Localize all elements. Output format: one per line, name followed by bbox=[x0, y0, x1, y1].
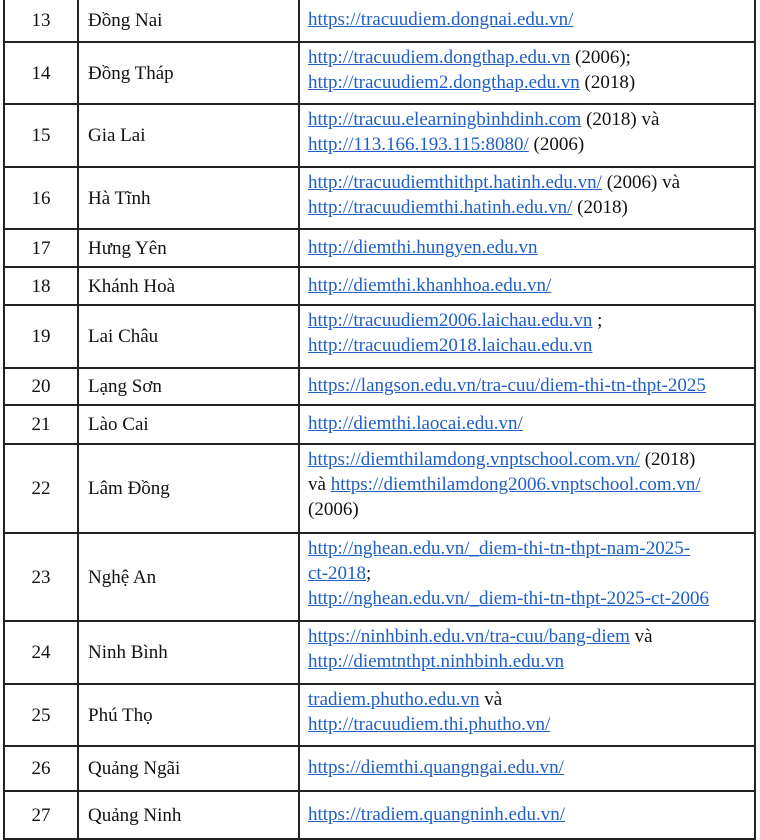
table-row bbox=[4, 104, 755, 167]
link-note: (2018) và bbox=[581, 109, 660, 130]
link-note: (2006) và bbox=[601, 172, 681, 193]
row-number: 26 bbox=[4, 746, 78, 791]
lookup-link[interactable]: https://diemthilamdong2006.vnptschool.com.vn/ bbox=[330, 474, 701, 495]
table-row bbox=[4, 444, 755, 533]
row-number: 17 bbox=[4, 229, 78, 267]
table-row bbox=[4, 405, 755, 444]
table-body bbox=[4, 0, 755, 839]
row-number: 20 bbox=[4, 368, 78, 405]
province-name: Khánh Hoà bbox=[78, 267, 299, 305]
table-row bbox=[4, 621, 755, 684]
link-note: (2018) bbox=[579, 72, 636, 93]
link-note: ; bbox=[592, 310, 603, 331]
lookup-links bbox=[299, 621, 755, 684]
link-note: và bbox=[479, 689, 503, 710]
link-note: ; bbox=[366, 563, 372, 584]
table-row bbox=[4, 746, 755, 791]
link-note: và bbox=[308, 474, 331, 495]
table-row bbox=[4, 167, 755, 229]
lookup-links bbox=[299, 267, 755, 305]
lookup-link[interactable]: https://diemthilamdong.vnptschool.com.vn/ bbox=[308, 449, 640, 470]
lookup-link[interactable]: http://diemtnthpt.ninhbinh.edu.vn bbox=[308, 651, 564, 672]
row-number: 21 bbox=[4, 405, 78, 444]
province-name: Lào Cai bbox=[78, 405, 299, 444]
table-row bbox=[4, 368, 755, 405]
lookup-link[interactable]: http://113.166.193.115:8080/ bbox=[308, 134, 529, 155]
lookup-links bbox=[299, 533, 755, 621]
province-name: Lai Châu bbox=[78, 305, 299, 368]
row-number: 23 bbox=[4, 533, 78, 621]
row-number: 19 bbox=[4, 305, 78, 368]
lookup-link[interactable]: http://nghean.edu.vn/_diem-thi-tn-thpt-2025-ct-2006 bbox=[308, 588, 710, 609]
lookup-links bbox=[299, 684, 755, 746]
province-name: Ninh Bình bbox=[78, 621, 299, 684]
province-name: Lâm Đồng bbox=[78, 444, 299, 533]
province-name: Nghệ An bbox=[78, 533, 299, 621]
lookup-link[interactable]: http://tracuudiemthi.hatinh.edu.vn/ bbox=[308, 197, 573, 218]
row-number: 14 bbox=[4, 42, 78, 104]
lookup-links bbox=[299, 305, 755, 368]
province-name: Đồng Nai bbox=[78, 0, 299, 42]
lookup-links bbox=[299, 444, 755, 533]
lookup-link[interactable]: tradiem.phutho.edu.vn bbox=[308, 689, 480, 710]
lookup-links bbox=[299, 229, 755, 267]
lookup-link[interactable]: http://tracuu.elearningbinhdinh.com bbox=[308, 109, 582, 130]
row-number: 13 bbox=[4, 0, 78, 42]
lookup-link[interactable]: https://tracuudiem.dongnai.edu.vn/ bbox=[308, 9, 574, 30]
lookup-link[interactable]: ct-2018 bbox=[308, 563, 367, 584]
table-row bbox=[4, 42, 755, 104]
row-number: 22 bbox=[4, 444, 78, 533]
table-row bbox=[4, 533, 755, 621]
lookup-link[interactable]: http://tracuudiem.thi.phutho.vn/ bbox=[308, 714, 551, 735]
lookup-link[interactable]: https://tradiem.quangninh.edu.vn/ bbox=[308, 803, 565, 825]
row-number: 25 bbox=[4, 684, 78, 746]
province-name: Quảng Ngãi bbox=[78, 746, 299, 791]
link-note: và bbox=[629, 626, 653, 647]
lookup-link[interactable]: http://tracuudiem2006.laichau.edu.vn bbox=[308, 310, 593, 331]
lookup-link[interactable]: http://diemthi.laocai.edu.vn/ bbox=[308, 413, 523, 434]
row-number: 27 bbox=[4, 791, 78, 839]
province-name: Quảng Ninh bbox=[78, 791, 299, 839]
lookup-link[interactable]: https://ninhbinh.edu.vn/tra-cuu/bang-diem bbox=[308, 626, 630, 647]
lookup-links bbox=[299, 791, 755, 839]
province-name: Đồng Tháp bbox=[78, 42, 299, 104]
table-row bbox=[4, 229, 755, 267]
lookup-link[interactable]: https://langson.edu.vn/tra-cuu/diem-thi-tn-thpt-2025 bbox=[308, 375, 706, 396]
table-row bbox=[4, 684, 755, 746]
lookup-link[interactable]: http://diemthi.hungyen.edu.vn bbox=[308, 236, 538, 258]
link-note: (2018) bbox=[639, 449, 696, 470]
lookup-links bbox=[299, 405, 755, 444]
table-row bbox=[4, 267, 755, 305]
province-name: Lạng Sơn bbox=[78, 368, 299, 405]
table-row bbox=[4, 0, 755, 42]
lookup-links bbox=[299, 0, 755, 42]
province-name: Gia Lai bbox=[78, 104, 299, 167]
lookup-links bbox=[299, 104, 755, 167]
link-note: (2006); bbox=[570, 47, 631, 68]
row-number: 24 bbox=[4, 621, 78, 684]
exam-lookup-table bbox=[3, 0, 756, 840]
link-note: (2018) bbox=[572, 197, 628, 218]
lookup-link[interactable]: http://tracuudiem2018.laichau.edu.vn bbox=[308, 335, 593, 356]
table-row bbox=[4, 791, 755, 839]
link-note: (2006) bbox=[528, 134, 585, 155]
lookup-links bbox=[299, 746, 755, 791]
table-row bbox=[4, 305, 755, 368]
row-number: 16 bbox=[4, 167, 78, 229]
province-name: Hưng Yên bbox=[78, 229, 299, 267]
lookup-links bbox=[299, 167, 755, 229]
lookup-links bbox=[299, 368, 755, 405]
row-number: 18 bbox=[4, 267, 78, 305]
lookup-link[interactable]: http://diemthi.khanhhoa.edu.vn/ bbox=[308, 274, 552, 296]
row-number: 15 bbox=[4, 104, 78, 167]
province-name: Phú Thọ bbox=[78, 684, 299, 746]
lookup-link[interactable]: http://tracuudiem.dongthap.edu.vn bbox=[308, 47, 571, 68]
province-name: Hà Tĩnh bbox=[78, 167, 299, 229]
lookup-link[interactable]: http://nghean.edu.vn/_diem-thi-tn-thpt-nam-2025- bbox=[308, 538, 691, 559]
lookup-link[interactable]: https://diemthi.quangngai.edu.vn/ bbox=[308, 757, 564, 778]
lookup-link[interactable]: http://tracuudiem2.dongthap.edu.vn bbox=[308, 72, 580, 93]
link-note: (2006) bbox=[308, 499, 359, 520]
lookup-links bbox=[299, 42, 755, 104]
lookup-link[interactable]: http://tracuudiemthithpt.hatinh.edu.vn/ bbox=[308, 172, 602, 193]
